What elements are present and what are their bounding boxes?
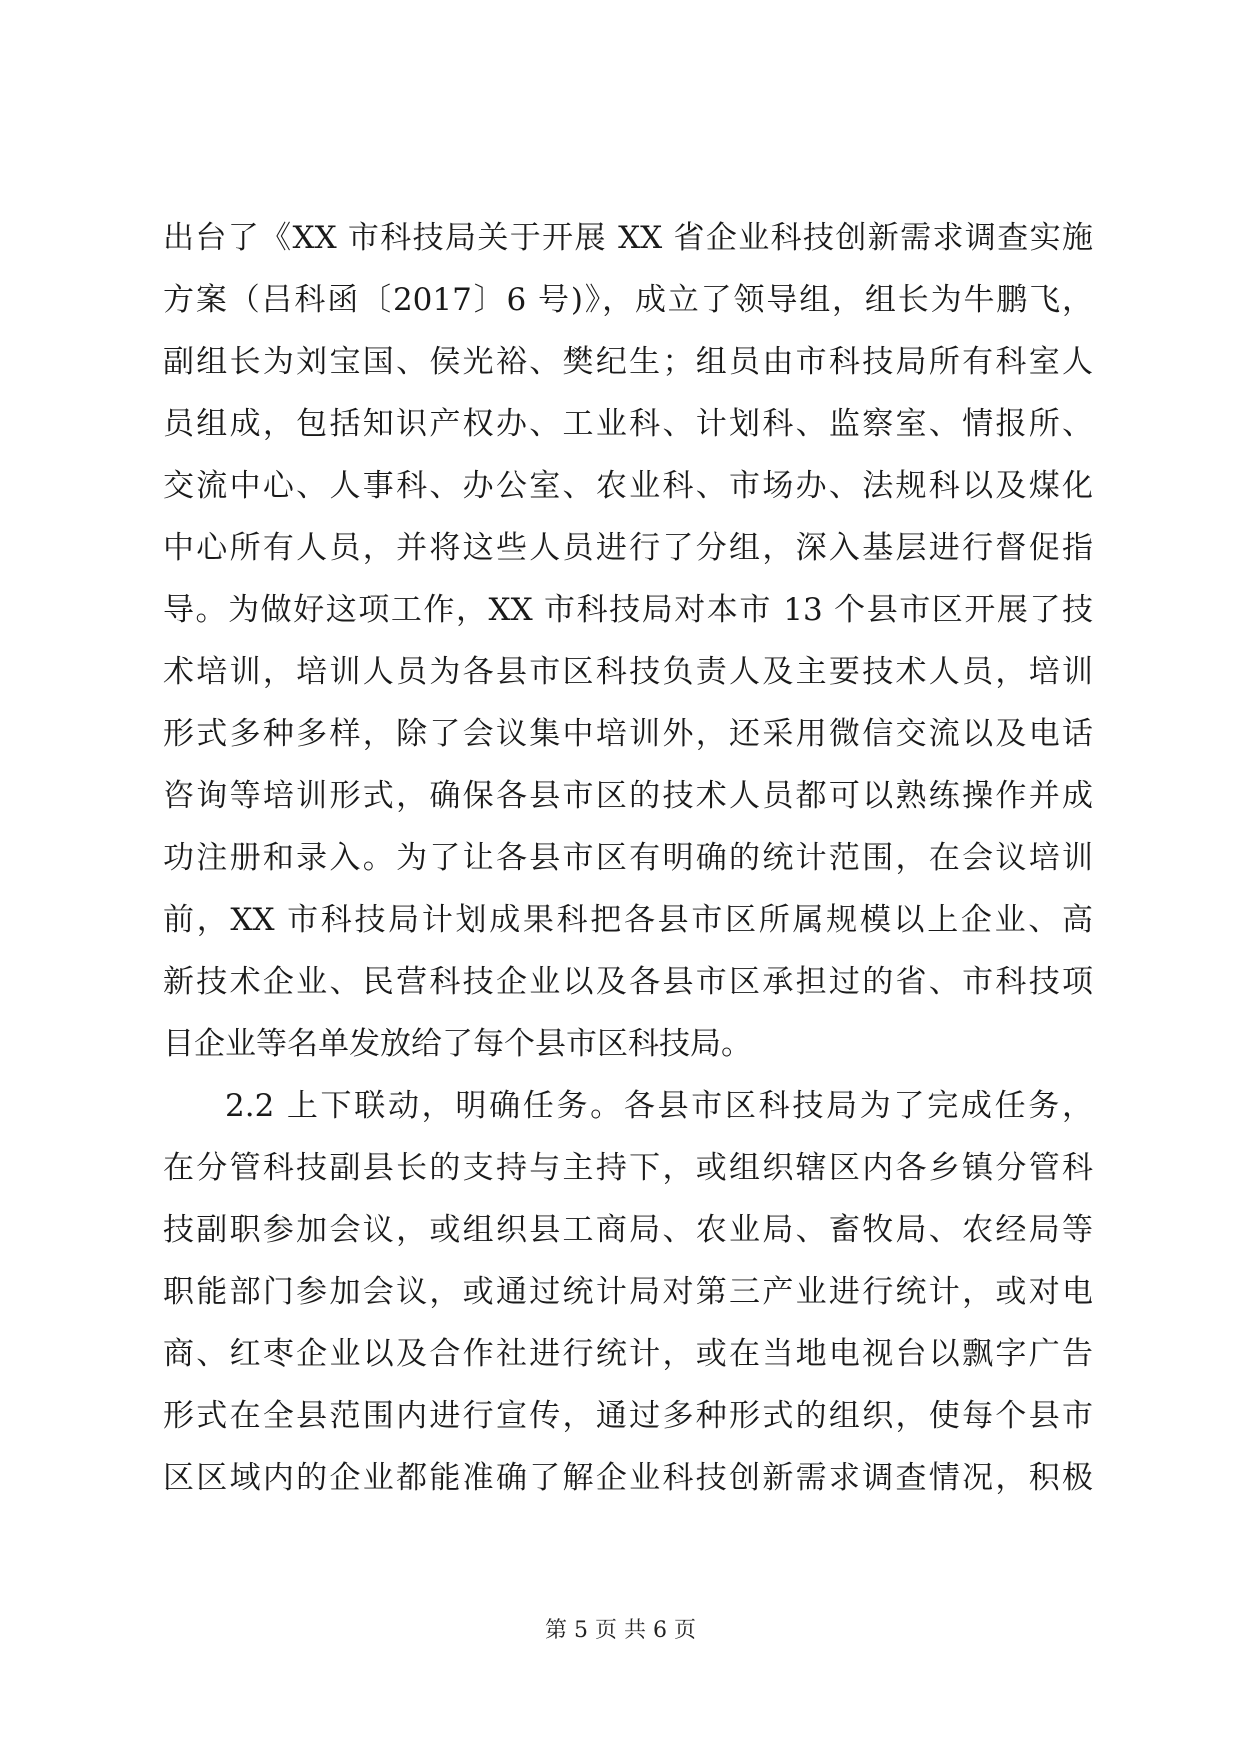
body-line: 交流中心、人事科、办公室、农业科、市场办、法规科以及煤化 xyxy=(163,468,1093,504)
body-line: 出台了《XX 市科技局关于开展 XX 省企业科技创新需求调查实施 xyxy=(163,220,1093,256)
body-line: 副组长为刘宝国、侯光裕、樊纪生；组员由市科技局所有科室人 xyxy=(163,344,1093,380)
body-line: 形式多种多样，除了会议集中培训外，还采用微信交流以及电话 xyxy=(163,716,1093,752)
body-line: 在分管科技副县长的支持与主持下，或组织辖区内各乡镇分管科 xyxy=(163,1150,1093,1186)
body-line: 咨询等培训形式，确保各县市区的技术人员都可以熟练操作并成 xyxy=(163,778,1093,814)
body-line: 形式在全县范围内进行宣传，通过多种形式的组织，使每个县市 xyxy=(163,1398,1093,1434)
body-line: 术培训，培训人员为各县市区科技负责人及主要技术人员，培训 xyxy=(163,654,1093,690)
page-number-footer: 第 5 页 共 6 页 xyxy=(545,1618,696,1643)
body-line: 职能部门参加会议，或通过统计局对第三产业进行统计，或对电 xyxy=(163,1274,1093,1310)
body-line: 方案（吕科函〔2017〕6 号)》，成立了领导组，组长为牛鹏飞， xyxy=(163,282,1093,318)
body-line: 技副职参加会议，或组织县工商局、农业局、畜牧局、农经局等 xyxy=(163,1212,1093,1248)
body-line: 员组成，包括知识产权办、工业科、计划科、监察室、情报所、 xyxy=(163,406,1093,442)
body-line: 功注册和录入。为了让各县市区有明确的统计范围，在会议培训 xyxy=(163,840,1093,876)
body-line: 商、红枣企业以及合作社进行统计，或在当地电视台以飘字广告 xyxy=(163,1336,1093,1372)
body-line: 中心所有人员，并将这些人员进行了分组，深入基层进行督促指 xyxy=(163,530,1093,566)
body-line-paragraph-start: 2.2 上下联动，明确任务。各县市区科技局为了完成任务， xyxy=(225,1088,1093,1124)
body-line-paragraph-end: 目企业等名单发放给了每个县市区科技局。 xyxy=(163,1026,752,1062)
body-line: 导。为做好这项工作，XX 市科技局对本市 13 个县市区开展了技 xyxy=(163,592,1093,628)
body-line: 前，XX 市科技局计划成果科把各县市区所属规模以上企业、高 xyxy=(163,902,1093,938)
body-line: 新技术企业、民营科技企业以及各县市区承担过的省、市科技项 xyxy=(163,964,1093,1000)
body-line: 区区域内的企业都能准确了解企业科技创新需求调查情况，积极 xyxy=(163,1460,1093,1496)
